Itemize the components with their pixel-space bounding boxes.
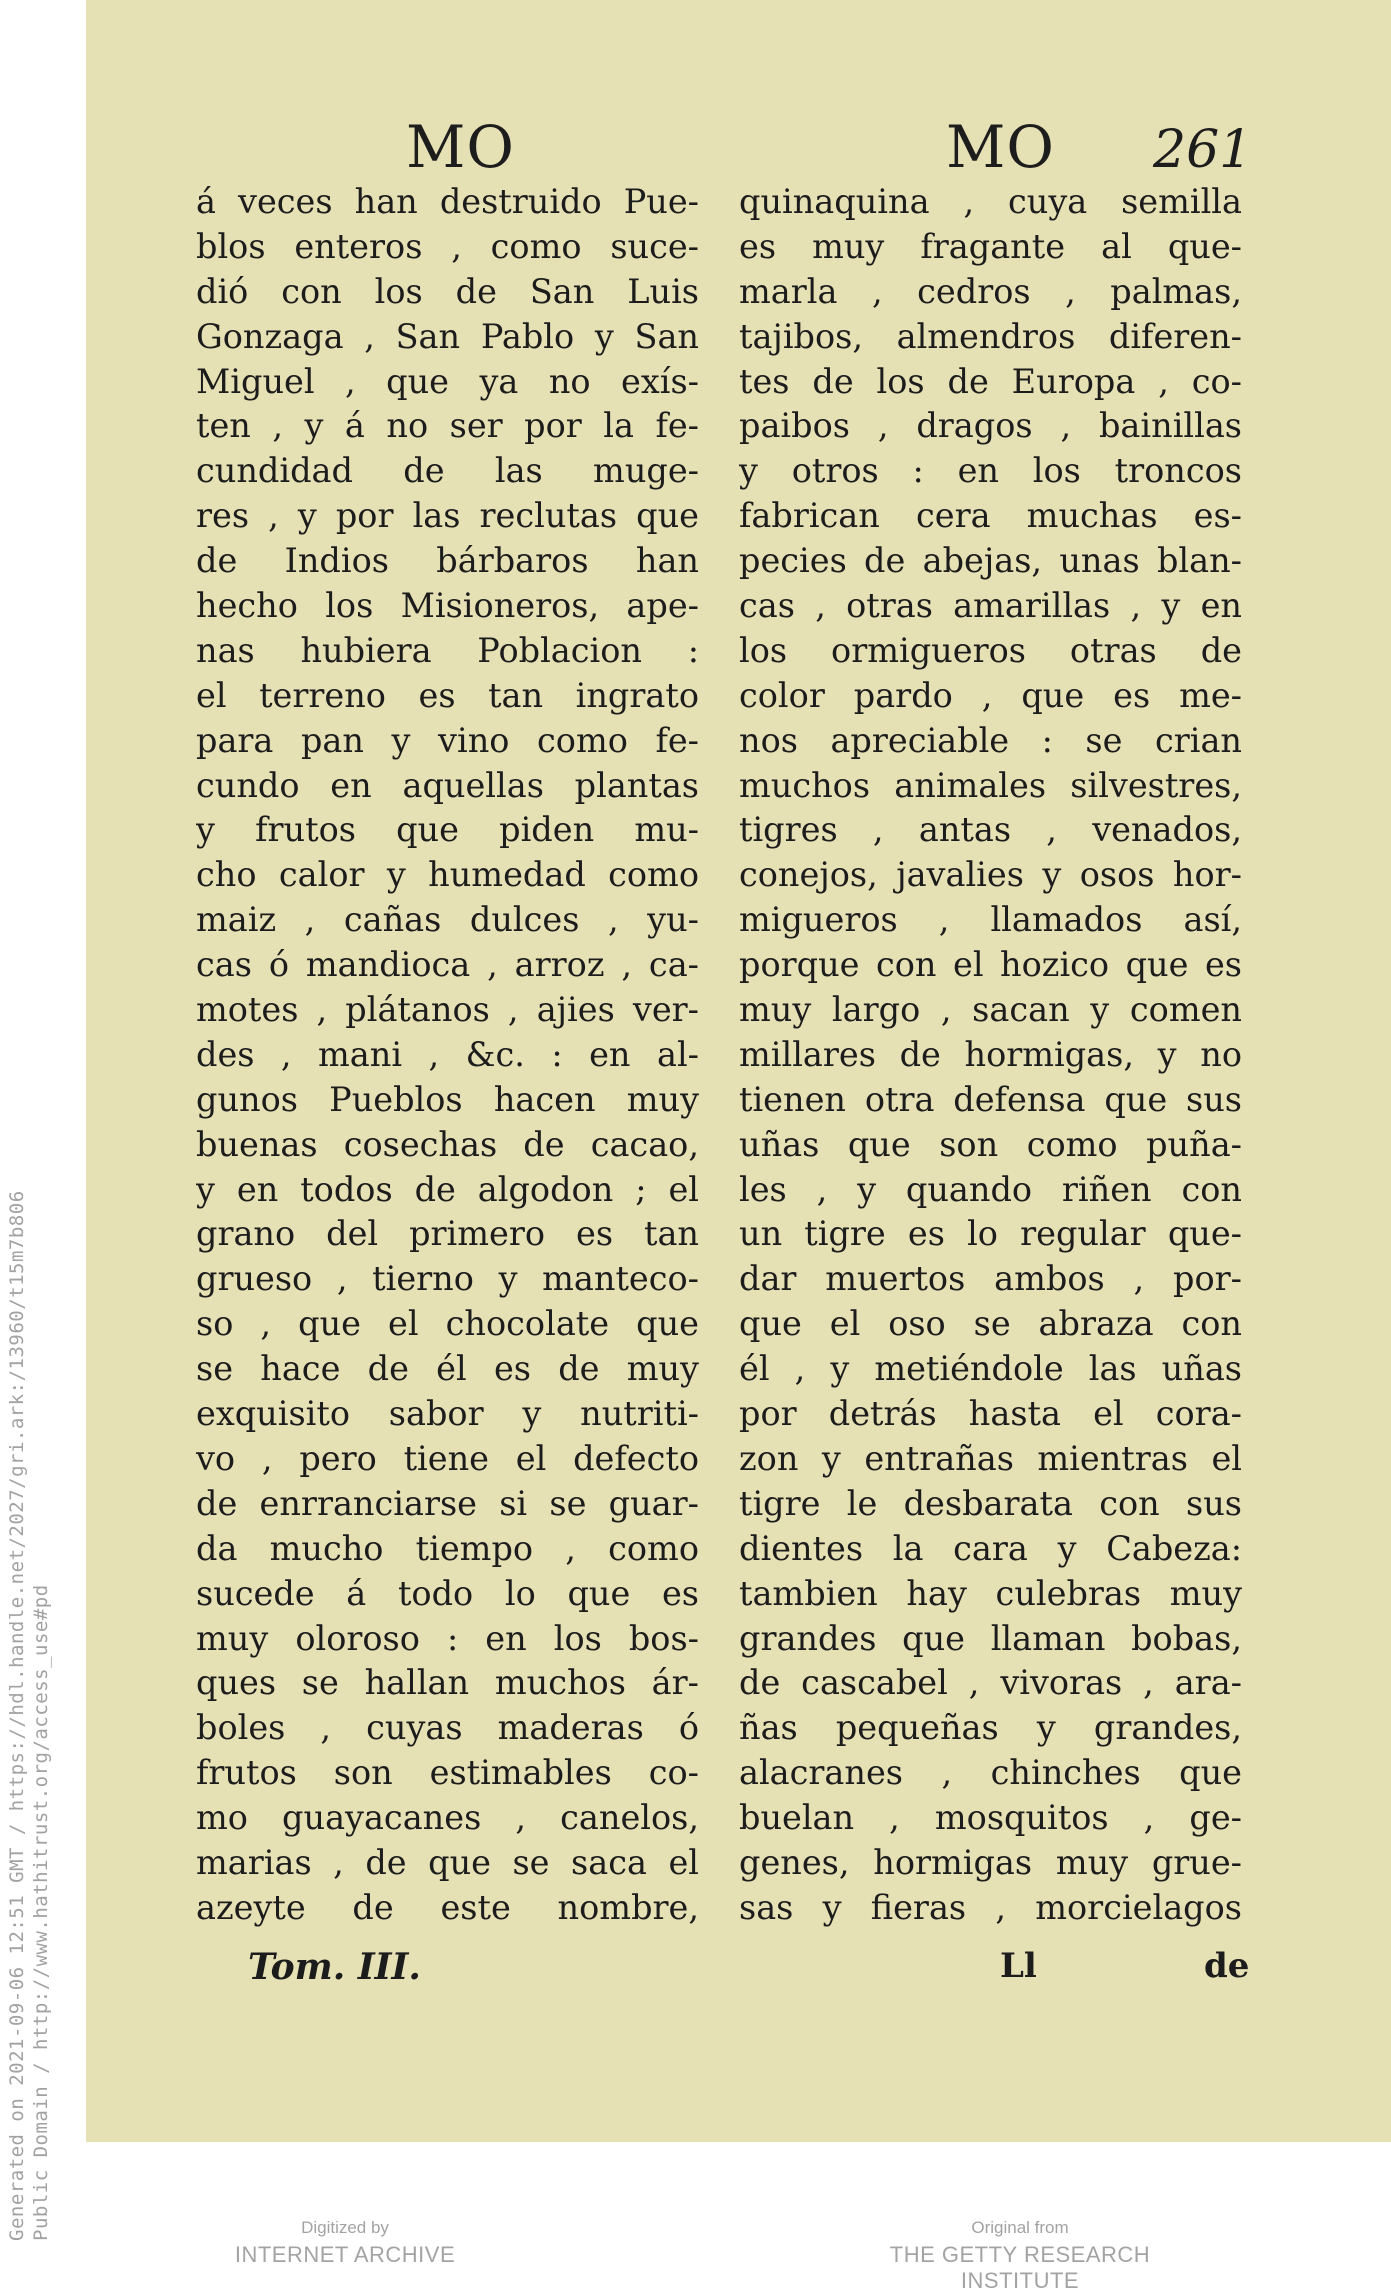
digitized-by-credit (220, 2218, 470, 2268)
text-line: muchos animales silvestres, (739, 765, 1242, 805)
text-line: es muy fragante al que- (739, 226, 1242, 266)
text-line: ten , y á no ser por la fe- (196, 406, 699, 446)
text-line: él , y metiéndole las uñas (739, 1349, 1242, 1389)
text-line: nas hubiera Poblacion : (196, 630, 699, 670)
text-line: tajibos, almendros diferen- (739, 316, 1242, 356)
text-line: el terreno es tan ingrato (196, 675, 699, 715)
text-line: motes , plátanos , ajies ver- (196, 990, 699, 1030)
text-line: dió con los de San Luis (196, 271, 699, 311)
text-line: vo , pero tiene el defecto (196, 1438, 699, 1478)
text-line: muy largo , sacan y comen (739, 990, 1242, 1030)
text-line: zon y entrañas mientras el (739, 1438, 1242, 1478)
text-line: sas y fieras , morcielagos (739, 1887, 1242, 1927)
digitized-by-label: Digitized by (301, 2218, 389, 2237)
text-line: boles , cuyas maderas ó (196, 1708, 699, 1748)
text-line: nos apreciable : se crian (739, 720, 1242, 760)
text-line: dar muertos ambos , por- (739, 1259, 1242, 1299)
text-line: frutos son estimables co- (196, 1753, 699, 1793)
text-line: so , que el chocolate que (196, 1304, 699, 1344)
text-line: marla , cedros , palmas, (739, 271, 1242, 311)
text-line: tigre le desbarata con sus (739, 1483, 1242, 1523)
text-line: ques se hallan muchos ár- (196, 1663, 699, 1703)
text-line: que el oso se abraza con (739, 1304, 1242, 1344)
text-line: exquisito sabor y nutriti- (196, 1394, 699, 1434)
text-line: dientes la cara y Cabeza: (739, 1528, 1242, 1568)
text-line: gunos Pueblos hacen muy (196, 1079, 699, 1119)
text-line: tes de los de Europa , co- (739, 361, 1242, 401)
text-line: alacranes , chinches que (739, 1753, 1242, 1793)
internet-archive-label: INTERNET ARCHIVE (234, 2242, 456, 2267)
text-line: ñas pequeñas y grandes, (739, 1708, 1242, 1748)
text-line: tambien hay culebras muy (739, 1573, 1242, 1613)
text-line: millares de hormigas, y no (739, 1034, 1242, 1074)
text-line: y en todos de algodon ; el (196, 1169, 699, 1209)
text-line: cundo en aquellas plantas (196, 765, 699, 805)
text-line: de enrranciarse si se guar- (196, 1483, 699, 1523)
text-line: Gonzaga , San Pablo y San (196, 316, 699, 356)
text-line: se hace de él es de muy (196, 1349, 699, 1389)
text-line: migueros , llamados así, (739, 900, 1242, 940)
text-line: blos enteros , como suce- (196, 226, 699, 266)
text-line: para pan y vino como fe- (196, 720, 699, 760)
text-line: color pardo , que es me- (739, 675, 1242, 715)
text-line: pecies de abejas, unas blan- (739, 541, 1242, 581)
text-line: hecho los Misioneros, ape- (196, 586, 699, 626)
text-line: maiz , cañas dulces , yu- (196, 900, 699, 940)
running-head-right: MO (946, 113, 1055, 181)
text-line: azeyte de este nombre, (196, 1887, 699, 1927)
original-from-credit (830, 2218, 1210, 2294)
catchword: de (1204, 1946, 1250, 1986)
text-line: les , y quando riñen con (739, 1169, 1242, 1209)
text-line: mo guayacanes , canelos, (196, 1798, 699, 1838)
text-line: cas ó mandioca , arroz , ca- (196, 945, 699, 985)
text-line: grandes que llaman bobas, (739, 1618, 1242, 1658)
text-line: porque con el hozico que es (739, 945, 1242, 985)
generated-stamp-line: Generated on 2021-09-06 12:51 GMT / https://hdl.handle.net/2027/gri.ark:/13960/t15m7b806 (6, 1190, 28, 2241)
text-line: á veces han destruido Pue- (196, 182, 699, 221)
text-line: grueso , tierno y manteco- (196, 1259, 699, 1299)
text-line: marias , de que se saca el (196, 1842, 699, 1882)
text-line: de Indios bárbaros han (196, 541, 699, 581)
running-head-left: MO (406, 113, 515, 181)
public-domain-stamp-line: Public Domain / http://www.hathitrust.org/access_use#pd (30, 1584, 52, 2241)
text-line: tienen otra defensa que sus (739, 1079, 1242, 1119)
text-line: cas , otras amarillas , y en (739, 586, 1242, 626)
text-line: conejos, javalies y osos hor- (739, 855, 1242, 895)
text-line: res , y por las reclutas que (196, 496, 699, 536)
text-line: y otros : en los troncos (739, 451, 1242, 491)
hathitrust-side-stamp (0, 0, 86, 2271)
page-number: 261 (1153, 120, 1253, 180)
text-line: muy oloroso : en los bos- (196, 1618, 699, 1658)
text-line: cundidad de las muge- (196, 451, 699, 491)
original-from-label: Original from (971, 2218, 1069, 2237)
text-line: buelan , mosquitos , ge- (739, 1798, 1242, 1838)
text-line: por detrás hasta el cora- (739, 1394, 1242, 1434)
text-line: sucede á todo lo que es (196, 1573, 699, 1613)
volume-label: Tom. III. (248, 1946, 421, 1988)
text-line: paibos , dragos , bainillas (739, 406, 1242, 446)
text-line: grano del primero es tan (196, 1214, 699, 1254)
text-line: y frutos que piden mu- (196, 810, 699, 850)
text-line: Miguel , que ya no exís- (196, 361, 699, 401)
text-line: buenas cosechas de cacao, (196, 1124, 699, 1164)
right-text-column (739, 180, 1242, 1931)
text-line: fabrican cera muchas es- (739, 496, 1242, 536)
text-line: da mucho tiempo , como (196, 1528, 699, 1568)
text-line: tigres , antas , venados, (739, 810, 1242, 850)
text-line: de cascabel , vivoras , ara- (739, 1663, 1242, 1703)
left-text-column (196, 180, 699, 1931)
getty-institute-label: THE GETTY RESEARCH INSTITUTE (889, 2242, 1151, 2293)
text-line: genes, hormigas muy grue- (739, 1842, 1242, 1882)
signature-mark: Ll (1000, 1946, 1037, 1986)
text-line: quinaquina , cuya semilla (739, 182, 1242, 221)
text-line: uñas que son como puña- (739, 1124, 1242, 1164)
text-line: un tigre es lo regular que- (739, 1214, 1242, 1254)
text-line: des , mani , &c. : en al- (196, 1034, 699, 1074)
text-line: los ormigueros otras de (739, 630, 1242, 670)
text-line: cho calor y humedad como (196, 855, 699, 895)
